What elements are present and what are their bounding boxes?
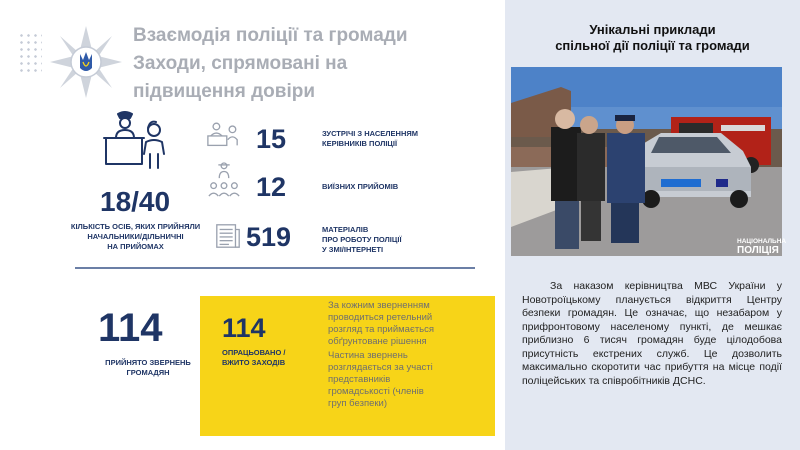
stat-label-line: ГРОМАДЯН: [126, 368, 170, 377]
page-title: [133, 22, 503, 106]
section-divider: [75, 267, 475, 269]
public-participation-description: [328, 350, 433, 410]
stat-media-value: 519: [246, 222, 292, 252]
photo-watermark: [737, 237, 786, 255]
stat-received-persons-value: 18/40: [100, 186, 171, 217]
desc-line: представників: [328, 374, 391, 385]
stat-label-line: КЕРІВНИКІВ ПОЛІЦІЇ: [322, 139, 398, 148]
desc-line: За кожним зверненням: [328, 300, 430, 311]
stat-meetings-value: 15: [256, 124, 287, 154]
example-description: За наказом керівництва МВС України у Новотроїцькому планується відкриття Центру безпеки громадян. Це означає, що незабаром у прифронтовому населеному пункті, де мешкає приблизно 6 тисяч громадян буде цілодобова присутність екстрених служб. Це дозволить максимально скоротити час прибуття на місце події поліцейських та співробітників ДСНС.: [522, 280, 782, 387]
stat-received-persons-label: [64, 222, 207, 252]
meeting-icon: [206, 120, 240, 150]
watermark-line: ПОЛІЦІЯ: [737, 245, 779, 256]
appeals-processed-value: 114: [222, 313, 266, 343]
police-community-photo: [511, 67, 782, 256]
newspaper-icon: [214, 222, 242, 250]
title-line: Заходи, спрямовані на: [133, 53, 348, 74]
desc-line: груп безпеки): [328, 398, 387, 409]
appeals-processed-label: [222, 348, 285, 368]
watermark-line: НАЦІОНАЛЬНА: [737, 238, 787, 245]
desc-line: обґрунтоване рішення: [328, 336, 427, 347]
stat-label-line: ОПРАЦЬОВАНО /: [222, 348, 286, 357]
stat-label-line: ПРО РОБОТУ ПОЛІЦІЇ: [322, 235, 402, 244]
desc-line: громадськості (членів: [328, 386, 424, 397]
stat-label-line: МАТЕРІАЛІВ: [322, 225, 369, 234]
desc-line: розглядається за участі: [328, 362, 433, 373]
stat-meetings-label: [322, 129, 418, 149]
stat-visits-value: 12: [256, 172, 287, 202]
appeals-received-value: 114: [98, 306, 163, 350]
desc-line: Частина звернень: [328, 350, 408, 361]
police-star-icon: [48, 24, 124, 100]
stat-label-line: КІЛЬКІСТЬ ОСІБ, ЯКИХ ПРИЙНЯЛИ: [70, 222, 201, 231]
heading-line: спільної дії поліції та громади: [555, 38, 750, 53]
dot-grid-decoration: [18, 32, 42, 72]
desc-line: розгляд та приймається: [328, 324, 435, 335]
stat-label-line: ЗУСТРІЧІ З НАСЕЛЕННЯМ: [322, 129, 418, 138]
stat-visits-label: ВИЇЗНИХ ПРИЙОМІВ: [322, 182, 399, 191]
stat-label-line: НАЧАЛЬНИКИ/ДІЛЬНИЧНІ: [87, 232, 184, 241]
desc-line: проводиться ретельний: [328, 312, 433, 323]
title-line: Взаємодія поліції та громади: [133, 25, 408, 46]
stat-label-line: ВЖИТО ЗАХОДІВ: [222, 358, 286, 367]
processing-description: [328, 300, 434, 348]
group-icon: [207, 160, 241, 200]
stat-media-label: [322, 225, 402, 255]
heading-line: Унікальні приклади: [589, 22, 716, 37]
title-line: підвищення довіри: [133, 81, 316, 102]
examples-heading: [505, 22, 800, 54]
appeals-received-label: [78, 358, 218, 378]
stat-label-line: НА ПРИЙОМАХ: [107, 242, 164, 251]
stat-label-line: У ЗМІ/ІНТЕРНЕТІ: [322, 245, 384, 254]
stat-label-line: ПРИЙНЯТО ЗВЕРНЕНЬ: [105, 358, 191, 367]
reception-desk-icon: [98, 108, 170, 172]
